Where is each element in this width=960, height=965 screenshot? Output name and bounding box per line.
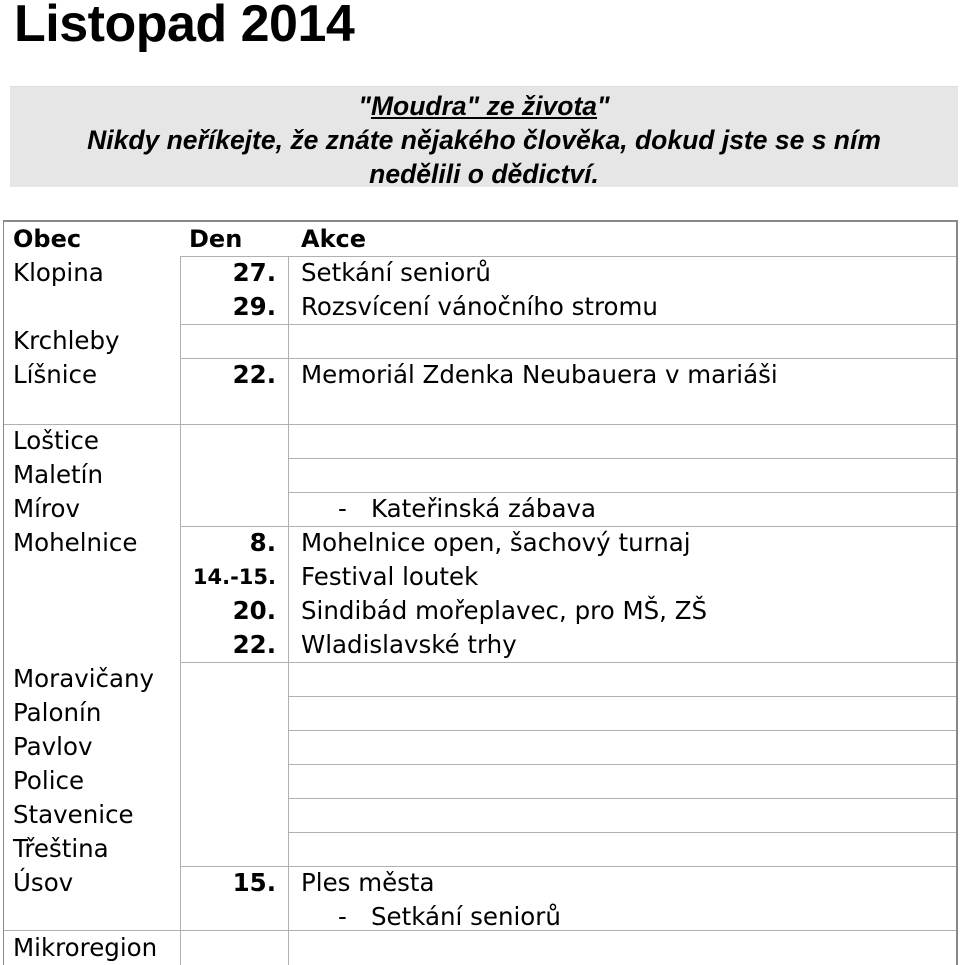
row-line	[180, 324, 957, 325]
obec-pavlov: Pavlov	[13, 732, 93, 761]
akce-cell: Ples města	[301, 868, 435, 897]
obec-usov: Úsov	[13, 868, 74, 897]
obec-krchleby: Krchleby	[13, 326, 120, 355]
row-line	[180, 662, 957, 663]
row-line	[180, 866, 957, 867]
col-divider-den-akce	[288, 256, 289, 965]
row-line	[288, 696, 957, 697]
obec-moravicany: Moravičany	[13, 664, 155, 693]
den-cell: 14.-15.	[192, 565, 276, 589]
row-line	[288, 764, 957, 765]
quote-heading-close: "	[597, 91, 610, 121]
den-cell: 27.	[232, 258, 276, 287]
quote-heading	[10, 87, 958, 123]
quote-text-line-1: Nikdy neříkejte, že znáte nějakého člověka, dokud jste se s ním	[87, 125, 881, 155]
obec-mikroregion: Mikroregion	[13, 933, 158, 962]
obec-klopina: Klopina	[13, 258, 104, 287]
obec-police: Police	[13, 766, 85, 795]
den-cell: 15.	[232, 868, 276, 897]
obec-maletin: Maletín	[13, 460, 103, 489]
row-line	[4, 424, 957, 425]
quote-heading-link[interactable]: Moudra" ze života	[370, 91, 598, 121]
obec-mirov: Mírov	[13, 494, 80, 523]
row-line	[288, 798, 957, 799]
obec-trestina: Třeština	[13, 834, 109, 863]
page-title: Listopad 2014	[14, 0, 355, 53]
akce-cell: Setkání seniorů	[371, 902, 561, 931]
akce-cell: Setkání seniorů	[301, 258, 491, 287]
obec-lisnice: Líšnice	[13, 360, 98, 389]
quote-box	[10, 86, 958, 187]
akce-cell: Sindibád mořeplavec, pro MŠ, ZŠ	[301, 596, 708, 625]
events-table	[3, 220, 958, 965]
row-line	[288, 832, 957, 833]
den-cell: 22.	[232, 360, 276, 389]
akce-cell: Memoriál Zdenka Neubauera v mariáši	[301, 360, 778, 389]
akce-cell: Wladislavské trhy	[301, 630, 517, 659]
table-border-right	[956, 221, 957, 965]
row-line	[288, 730, 957, 731]
header-obec: Obec	[13, 225, 82, 253]
header-den: Den	[189, 225, 243, 253]
akce-cell: Festival loutek	[301, 562, 479, 591]
obec-stavenice: Stavenice	[13, 800, 134, 829]
den-cell: 22.	[232, 630, 276, 659]
den-cell: 29.	[232, 292, 276, 321]
quote-heading-open: "	[358, 91, 371, 121]
header-akce: Akce	[301, 225, 367, 253]
obec-mohelnice: Mohelnice	[13, 528, 138, 557]
row-line	[288, 458, 957, 459]
obec-lostice: Loštice	[13, 426, 99, 455]
akce-cell: Rozsvícení vánočního stromu	[301, 292, 658, 321]
table-border-top	[4, 221, 957, 222]
den-cell: 8.	[249, 528, 276, 557]
obec-palonin: Palonín	[13, 698, 102, 727]
akce-cell: Mohelnice open, šachový turnaj	[301, 528, 691, 557]
dash-marker: -	[338, 494, 347, 523]
dash-marker: -	[338, 902, 347, 931]
akce-cell: Kateřinská zábava	[371, 494, 597, 523]
quote-text-line-2: nedělili o dědictví.	[369, 159, 599, 189]
den-cell: 20.	[232, 596, 276, 625]
row-line	[180, 256, 957, 257]
